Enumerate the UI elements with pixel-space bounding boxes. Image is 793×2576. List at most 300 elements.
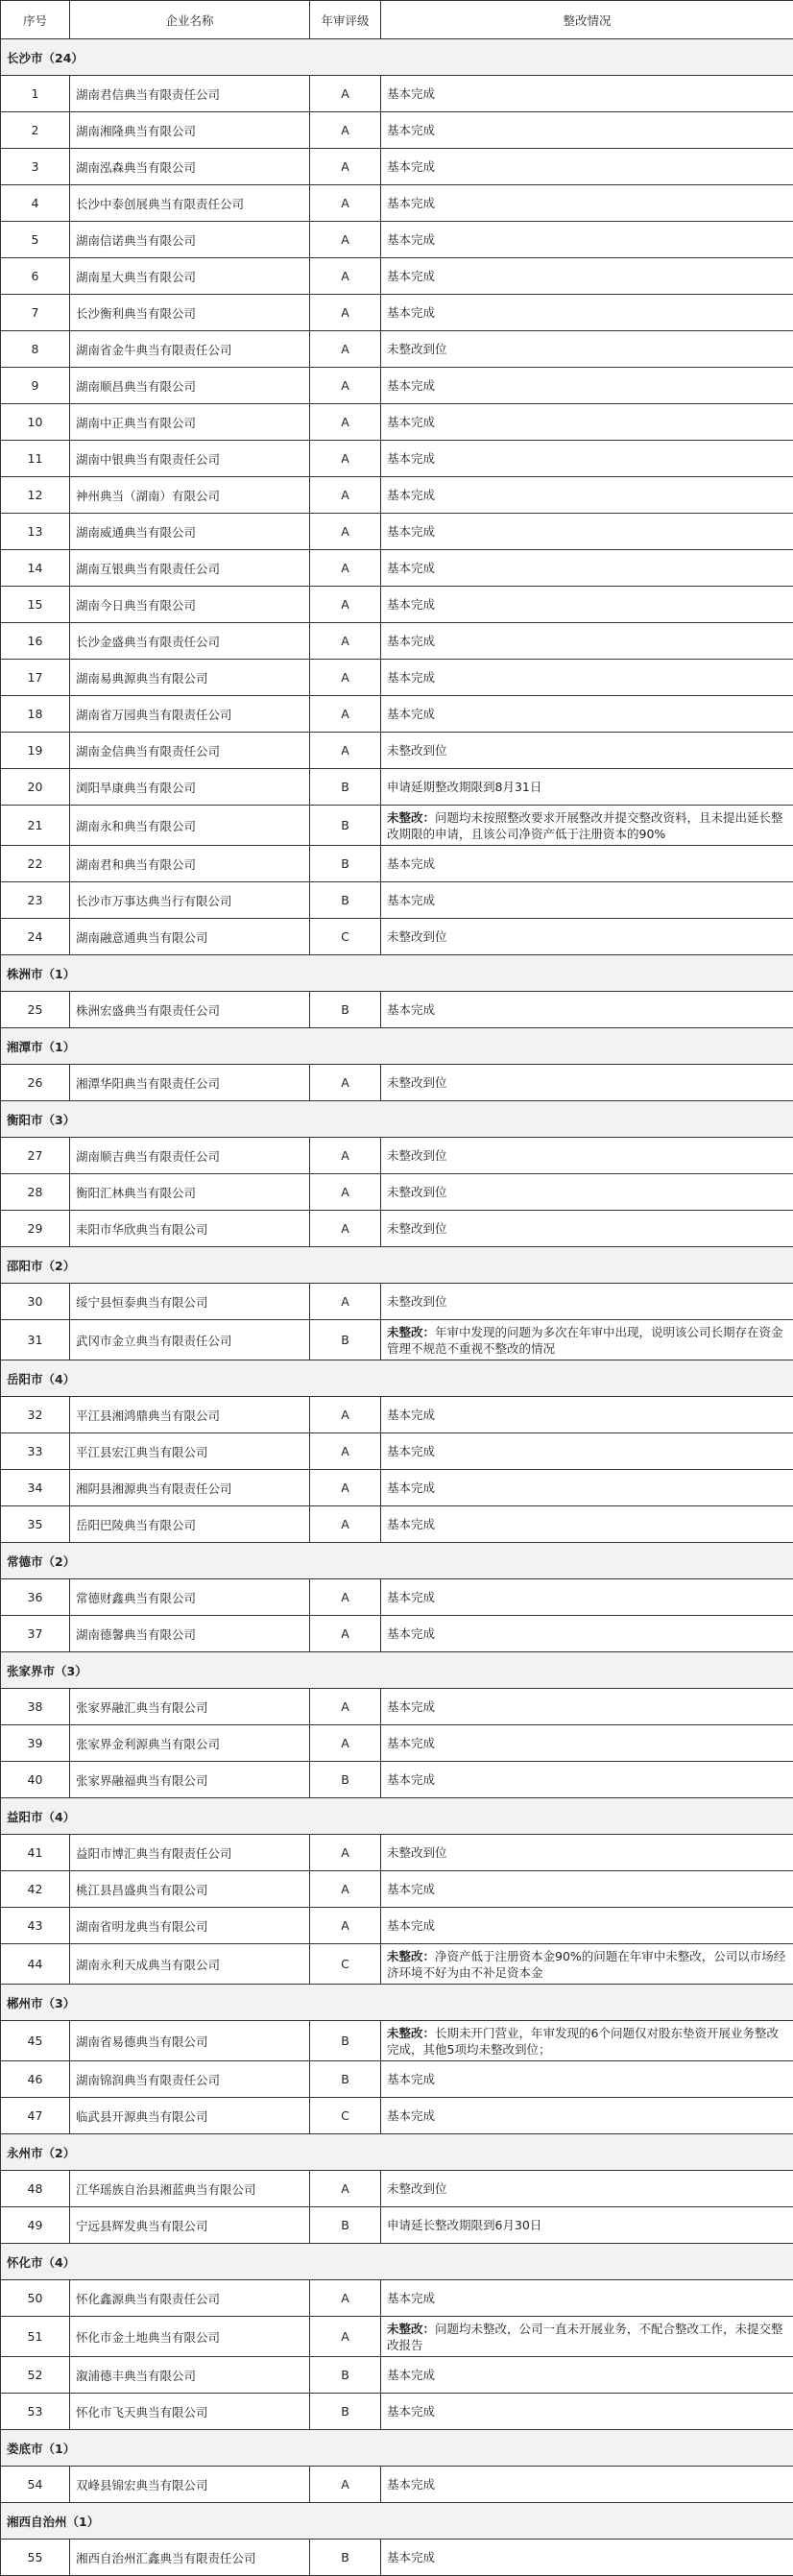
company-name: 江华瑶族自治县湘蓝典当有限公司: [70, 2171, 310, 2207]
rectification-status: [381, 222, 793, 258]
status-text: 基本完成: [387, 123, 435, 137]
annual-grade: A: [310, 550, 381, 587]
rectification-status: [381, 1470, 793, 1506]
annual-grade: A: [310, 1284, 381, 1320]
header-company: 企业名称: [70, 1, 310, 39]
rectification-status: [381, 1908, 793, 1944]
status-text: 基本完成: [387, 1882, 435, 1896]
company-name: 湖南永和典当有限公司: [70, 806, 310, 846]
company-name: 湖南君和典当有限公司: [70, 846, 310, 882]
status-text: 基本完成: [387, 232, 435, 247]
rectification-status: [381, 295, 793, 331]
table-row: [1, 2540, 793, 2576]
annual-grade: A: [310, 368, 381, 404]
annual-grade: A: [310, 477, 381, 514]
status-text: 基本完成: [387, 670, 435, 685]
status-text: 基本完成: [387, 159, 435, 174]
status-text: 基本完成: [387, 1444, 435, 1458]
row-number: 42: [1, 1871, 70, 1908]
table-row: [1, 2467, 793, 2503]
table-row: [1, 185, 793, 222]
group-title: 岳阳市（4）: [1, 1360, 793, 1397]
group-title: 益阳市（4）: [1, 1798, 793, 1835]
header-status: 整改情况: [381, 1, 793, 39]
status-label: 未整改：: [387, 2322, 435, 2336]
status-text: 净资产低于注册资本金90%的问题在年审中未整改，公司以市场经济环境不好为由不补足资本金: [387, 1949, 785, 1980]
rectification-status: [381, 258, 793, 295]
status-text: 基本完成: [387, 1918, 435, 1933]
rectification-status: [381, 331, 793, 368]
company-name: 常德财鑫典当有限公司: [70, 1579, 310, 1616]
annual-grade: A: [310, 1506, 381, 1543]
table-row: [1, 477, 793, 514]
annual-grade: B: [310, 2357, 381, 2394]
annual-grade: B: [310, 992, 381, 1028]
row-number: 43: [1, 1908, 70, 1944]
status-text: 未整改到位: [387, 1221, 447, 1236]
group-row: [1, 2503, 793, 2540]
status-text: 基本完成: [387, 2072, 435, 2086]
table-row: [1, 1908, 793, 1944]
status-text: 未整改到位: [387, 1294, 447, 1309]
row-number: 35: [1, 1506, 70, 1543]
annual-grade: B: [310, 769, 381, 806]
row-number: 11: [1, 441, 70, 477]
annual-grade: A: [310, 1211, 381, 1247]
annual-grade: A: [310, 587, 381, 623]
annual-grade: A: [310, 2467, 381, 2503]
annual-grade: A: [310, 696, 381, 733]
company-name: 湖南省万园典当有限责任公司: [70, 696, 310, 733]
annual-grade: A: [310, 733, 381, 769]
table-row: [1, 919, 793, 955]
rectification-status: [381, 806, 793, 846]
row-number: 13: [1, 514, 70, 550]
table-row: [1, 368, 793, 404]
rectification-status: [381, 2207, 793, 2244]
company-name: 岳阳巴陵典当有限公司: [70, 1506, 310, 1543]
table-row: [1, 514, 793, 550]
company-name: 武冈市金立典当有限责任公司: [70, 1320, 310, 1360]
table-row: [1, 2207, 793, 2244]
rectification-status: [381, 477, 793, 514]
status-text: 基本完成: [387, 269, 435, 283]
group-row: [1, 2134, 793, 2171]
company-name: 湘阴县湘源典当有限责任公司: [70, 1470, 310, 1506]
company-name: 平江县湘鸿鼎典当有限公司: [70, 1397, 310, 1433]
company-name: 平江县宏江典当有限公司: [70, 1433, 310, 1470]
rectification-status: [381, 696, 793, 733]
table-row: [1, 2280, 793, 2317]
annual-grade: B: [310, 2540, 381, 2576]
row-number: 18: [1, 696, 70, 733]
row-number: 53: [1, 2394, 70, 2430]
group-row: [1, 2244, 793, 2280]
company-name: 衡阳汇林典当有限公司: [70, 1174, 310, 1211]
status-text: 长期未开门营业，年审发现的6个问题仅对股东垫资开展业务整改完成，其他5项均未整改到位；: [387, 2026, 779, 2057]
annual-grade: B: [310, 1320, 381, 1360]
company-name: 湖南金信典当有限责任公司: [70, 733, 310, 769]
status-text: 未整改到位: [387, 743, 447, 758]
status-text: 基本完成: [387, 1699, 435, 1714]
rectification-status: [381, 587, 793, 623]
annual-grade: B: [310, 2021, 381, 2061]
table-row: [1, 1835, 793, 1871]
status-text: 基本完成: [387, 1736, 435, 1750]
row-number: 44: [1, 1944, 70, 1985]
row-number: 52: [1, 2357, 70, 2394]
annual-grade: A: [310, 1835, 381, 1871]
row-number: 38: [1, 1689, 70, 1725]
group-title: 湘潭市（1）: [1, 1028, 793, 1065]
status-text: 未整改到位: [387, 1075, 447, 1090]
annual-grade: B: [310, 806, 381, 846]
status-text: 基本完成: [387, 415, 435, 429]
annual-grade: A: [310, 623, 381, 660]
row-number: 48: [1, 2171, 70, 2207]
group-title: 邵阳市（2）: [1, 1247, 793, 1284]
rectification-status: [381, 919, 793, 955]
rectification-status: [381, 1174, 793, 1211]
row-number: 41: [1, 1835, 70, 1871]
rectification-status: [381, 2171, 793, 2207]
table-row: [1, 295, 793, 331]
annual-grade: B: [310, 882, 381, 919]
row-number: 6: [1, 258, 70, 295]
status-text: 基本完成: [387, 488, 435, 502]
status-text: 基本完成: [387, 893, 435, 907]
status-label: 未整改：: [387, 2026, 435, 2040]
status-text: 未整改到位: [387, 342, 447, 356]
group-title: 湘西自治州（1）: [1, 2503, 793, 2540]
company-name: 湖南锦润典当有限责任公司: [70, 2061, 310, 2098]
status-text: 基本完成: [387, 1517, 435, 1531]
group-title: 娄底市（1）: [1, 2430, 793, 2467]
table-row: [1, 331, 793, 368]
row-number: 17: [1, 660, 70, 696]
group-title: 衡阳市（3）: [1, 1101, 793, 1138]
row-number: 23: [1, 882, 70, 919]
table-row: [1, 623, 793, 660]
rectification-status: [381, 1138, 793, 1174]
rectification-status: [381, 1689, 793, 1725]
company-name: 张家界融汇典当有限公司: [70, 1689, 310, 1725]
status-text: 基本完成: [387, 451, 435, 466]
group-row: [1, 1543, 793, 1579]
table-row: [1, 149, 793, 185]
status-text: 未整改到位: [387, 1845, 447, 1860]
rectification-status: [381, 2394, 793, 2430]
row-number: 20: [1, 769, 70, 806]
row-number: 16: [1, 623, 70, 660]
annual-grade: A: [310, 1616, 381, 1652]
rectification-status: [381, 1065, 793, 1101]
status-text: 年审中发现的问题为多次在年审中出现，说明该公司长期存在资金管理不规范不重视不整改的情况: [387, 1325, 783, 1356]
annual-grade: A: [310, 185, 381, 222]
row-number: 4: [1, 185, 70, 222]
table-row: [1, 1211, 793, 1247]
table-row: [1, 696, 793, 733]
group-title: 永州市（2）: [1, 2134, 793, 2171]
row-number: 27: [1, 1138, 70, 1174]
status-label: 未整改：: [387, 1325, 435, 1339]
company-name: 临武县开源典当有限公司: [70, 2098, 310, 2134]
annual-grade: B: [310, 2394, 381, 2430]
status-text: 基本完成: [387, 2404, 435, 2419]
row-number: 22: [1, 846, 70, 882]
company-name: 湖南易典源典当有限公司: [70, 660, 310, 696]
table-row: [1, 1689, 793, 1725]
rectification-status: [381, 846, 793, 882]
rectification-status: [381, 2467, 793, 2503]
table-row: [1, 76, 793, 112]
company-name: 怀化市飞天典当有限公司: [70, 2394, 310, 2430]
company-name: 湖南融意通典当有限公司: [70, 919, 310, 955]
group-title: 株洲市（1）: [1, 955, 793, 992]
company-name: 湖南中正典当有限公司: [70, 404, 310, 441]
header-no: 序号: [1, 1, 70, 39]
status-text: 基本完成: [387, 856, 435, 871]
group-row: [1, 1985, 793, 2021]
annual-grade: A: [310, 1397, 381, 1433]
company-name: 湖南信诺典当有限公司: [70, 222, 310, 258]
status-text: 基本完成: [387, 2108, 435, 2123]
company-name: 怀化市金土地典当有限公司: [70, 2317, 310, 2357]
rectification-status: [381, 1944, 793, 1985]
annual-grade: A: [310, 1689, 381, 1725]
company-name: 湘潭华阳典当有限责任公司: [70, 1065, 310, 1101]
row-number: 55: [1, 2540, 70, 2576]
row-number: 50: [1, 2280, 70, 2317]
rectification-status: [381, 1835, 793, 1871]
annual-grade: A: [310, 1138, 381, 1174]
row-number: 49: [1, 2207, 70, 2244]
group-title: 张家界市（3）: [1, 1652, 793, 1689]
table-row: [1, 882, 793, 919]
company-name: 湖南今日典当有限公司: [70, 587, 310, 623]
annual-grade: A: [310, 1470, 381, 1506]
company-name: 长沙金盛典当有限责任公司: [70, 623, 310, 660]
row-number: 24: [1, 919, 70, 955]
table-row: [1, 1762, 793, 1798]
row-number: 5: [1, 222, 70, 258]
row-number: 25: [1, 992, 70, 1028]
row-number: 1: [1, 76, 70, 112]
company-name: 溆浦德丰典当有限公司: [70, 2357, 310, 2394]
status-text: 未整改到位: [387, 1148, 447, 1163]
company-name: 张家界融福典当有限公司: [70, 1762, 310, 1798]
rectification-status: [381, 1211, 793, 1247]
company-name: 湖南威通典当有限公司: [70, 514, 310, 550]
annual-grade: A: [310, 1725, 381, 1762]
rectification-status: [381, 1616, 793, 1652]
status-text: 基本完成: [387, 2477, 435, 2492]
rectification-status: [381, 660, 793, 696]
company-name: 益阳市博汇典当有限责任公司: [70, 1835, 310, 1871]
status-text: 基本完成: [387, 634, 435, 648]
company-name: 湖南星大典当有限公司: [70, 258, 310, 295]
table-row: [1, 1320, 793, 1360]
status-text: 基本完成: [387, 707, 435, 721]
table-row: [1, 1871, 793, 1908]
rectification-status: [381, 1725, 793, 1762]
status-text: 申请延长整改期限到6月30日: [387, 2218, 541, 2232]
annual-grade: A: [310, 2171, 381, 2207]
company-name: 耒阳市华欣典当有限公司: [70, 1211, 310, 1247]
status-text: 问题均未整改，公司一直未开展业务，不配合整改工作，未提交整改报告: [387, 2322, 783, 2352]
row-number: 12: [1, 477, 70, 514]
table-row: [1, 1397, 793, 1433]
table-row: [1, 2098, 793, 2134]
rectification-status: [381, 2098, 793, 2134]
annual-grade: A: [310, 1065, 381, 1101]
row-number: 29: [1, 1211, 70, 1247]
table-row: [1, 1944, 793, 1985]
company-name: 湖南顺昌典当有限公司: [70, 368, 310, 404]
row-number: 47: [1, 2098, 70, 2134]
rectification-status: [381, 550, 793, 587]
row-number: 33: [1, 1433, 70, 1470]
table-row: [1, 1579, 793, 1616]
table-row: [1, 587, 793, 623]
rectification-status: [381, 1871, 793, 1908]
row-number: 46: [1, 2061, 70, 2098]
company-name: 浏阳旱康典当有限公司: [70, 769, 310, 806]
status-text: 基本完成: [387, 1590, 435, 1604]
company-name: 长沙市万事达典当行有限公司: [70, 882, 310, 919]
annual-grade: A: [310, 295, 381, 331]
row-number: 36: [1, 1579, 70, 1616]
table-row: [1, 1725, 793, 1762]
row-number: 31: [1, 1320, 70, 1360]
table-row: [1, 1065, 793, 1101]
group-row: [1, 955, 793, 992]
group-row: [1, 1798, 793, 1835]
status-text: 申请延期整改期限到8月31日: [387, 780, 541, 794]
status-text: 基本完成: [387, 305, 435, 320]
header-row: [1, 1, 793, 39]
row-number: 19: [1, 733, 70, 769]
company-name: 湖南泓森典当有限公司: [70, 149, 310, 185]
table-row: [1, 1616, 793, 1652]
row-number: 54: [1, 2467, 70, 2503]
status-text: 基本完成: [387, 2550, 435, 2564]
status-label: 未整改：: [387, 1949, 435, 1963]
status-text: 基本完成: [387, 1626, 435, 1641]
row-number: 21: [1, 806, 70, 846]
rectification-status: [381, 2357, 793, 2394]
rectification-status: [381, 441, 793, 477]
annual-grade: A: [310, 660, 381, 696]
company-name: 湖南省易德典当有限公司: [70, 2021, 310, 2061]
row-number: 26: [1, 1065, 70, 1101]
annual-grade: B: [310, 1762, 381, 1798]
company-name: 神州典当（湖南）有限公司: [70, 477, 310, 514]
rectification-status: [381, 769, 793, 806]
rectification-status: [381, 992, 793, 1028]
group-row: [1, 39, 793, 76]
row-number: 7: [1, 295, 70, 331]
company-name: 湖南省金牛典当有限责任公司: [70, 331, 310, 368]
group-row: [1, 1028, 793, 1065]
table-body: [1, 39, 793, 2576]
company-name: 长沙中泰创展典当有限责任公司: [70, 185, 310, 222]
status-text: 未整改到位: [387, 929, 447, 944]
group-row: [1, 1247, 793, 1284]
group-row: [1, 2430, 793, 2467]
rectification-status: [381, 514, 793, 550]
row-number: 8: [1, 331, 70, 368]
company-name: 株洲宏盛典当有限责任公司: [70, 992, 310, 1028]
row-number: 34: [1, 1470, 70, 1506]
annual-grade: A: [310, 514, 381, 550]
company-name: 湖南顺吉典当有限责任公司: [70, 1138, 310, 1174]
rectification-status: [381, 1579, 793, 1616]
table-row: [1, 2394, 793, 2430]
status-text: 基本完成: [387, 597, 435, 612]
table-row: [1, 769, 793, 806]
rectification-status: [381, 623, 793, 660]
group-title: 郴州市（3）: [1, 1985, 793, 2021]
rectification-status: [381, 882, 793, 919]
row-number: 3: [1, 149, 70, 185]
status-text: 基本完成: [387, 1002, 435, 1017]
company-name: 湖南君信典当有限责任公司: [70, 76, 310, 112]
company-name: 双峰县锦宏典当有限公司: [70, 2467, 310, 2503]
row-number: 51: [1, 2317, 70, 2357]
rectification-status: [381, 1397, 793, 1433]
row-number: 2: [1, 112, 70, 149]
rectification-status: [381, 149, 793, 185]
group-row: [1, 1101, 793, 1138]
rectification-status: [381, 1284, 793, 1320]
rectification-status: [381, 1433, 793, 1470]
annual-grade: A: [310, 112, 381, 149]
annual-grade: A: [310, 1579, 381, 1616]
annual-grade: A: [310, 76, 381, 112]
annual-grade: A: [310, 404, 381, 441]
rectification-status: [381, 2317, 793, 2357]
table-row: [1, 733, 793, 769]
table-row: [1, 1506, 793, 1543]
rectification-status: [381, 2280, 793, 2317]
annual-grade: B: [310, 846, 381, 882]
row-number: 39: [1, 1725, 70, 1762]
status-text: 基本完成: [387, 524, 435, 539]
status-text: 未整改到位: [387, 1185, 447, 1199]
rectification-status: [381, 76, 793, 112]
annual-grade: A: [310, 1174, 381, 1211]
row-number: 15: [1, 587, 70, 623]
table-row: [1, 258, 793, 295]
table-row: [1, 992, 793, 1028]
annual-grade: C: [310, 919, 381, 955]
rectification-status: [381, 368, 793, 404]
annual-grade: A: [310, 2280, 381, 2317]
rectification-status: [381, 733, 793, 769]
row-number: 10: [1, 404, 70, 441]
annual-grade: B: [310, 2061, 381, 2098]
table-row: [1, 222, 793, 258]
company-name: 湖南湘隆典当有限公司: [70, 112, 310, 149]
row-number: 9: [1, 368, 70, 404]
row-number: 40: [1, 1762, 70, 1798]
annual-grade: A: [310, 2317, 381, 2357]
status-text: 基本完成: [387, 1772, 435, 1787]
rectification-status: [381, 404, 793, 441]
table-row: [1, 846, 793, 882]
table-row: [1, 2061, 793, 2098]
